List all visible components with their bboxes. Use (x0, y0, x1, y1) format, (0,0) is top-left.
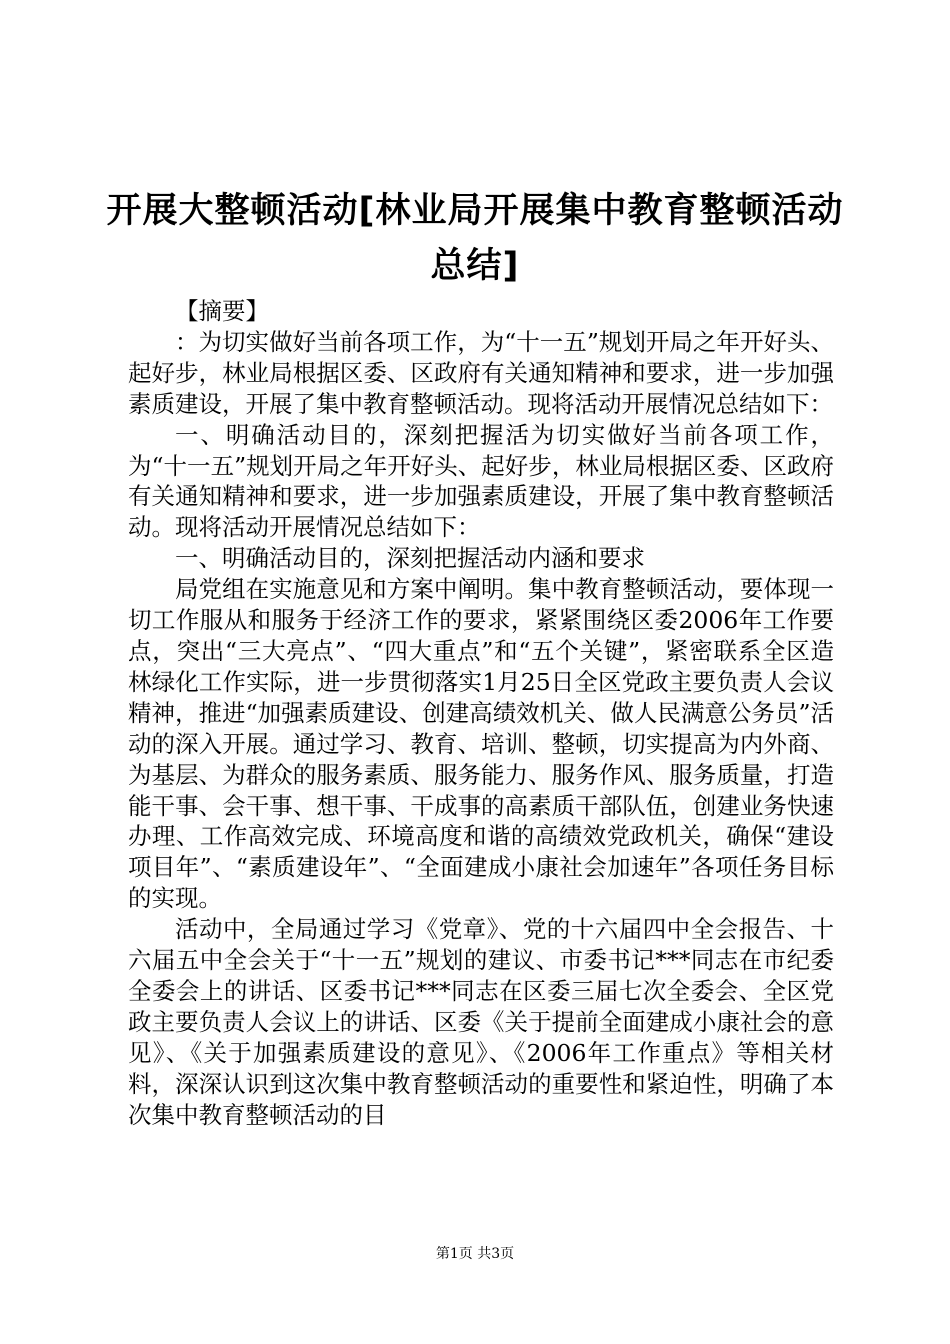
document-title: 开展大整顿活动[林业局开展集中教育整顿活动总结] (106, 191, 844, 286)
section-heading: 一、明确活动目的，深刻把握活动内涵和要求 (175, 544, 645, 573)
abstract-label: 【摘要】 (175, 297, 269, 325)
paragraph-2: 一、明确活动目的，深刻把握活为切实做好当前各项工作，为“十一五”规划开局之年开好头、起好步，林业局根据区委、区政府有关通知精神和要求，进一步加强素质建设，开展了集中教育整顿活动。现将活动开展情况总结如下： (128, 420, 834, 542)
page-footer: 第1页 共3页 (435, 1246, 515, 1262)
paragraph-1: ：为切实做好当前各项工作，为“十一五”规划开局之年开好头、起好步，林业局根据区委、区政府有关通知精神和要求，进一步加强素质建设，开展了集中教育整顿活动。现将活动开展情况总结如下： (128, 327, 834, 418)
paragraph-4: 活动中，全局通过学习《党章》、党的十六届四中全会报告、十六届五中全会关于“十一五”规划的建议、市委书记***同志在市纪委全委会上的讲话、区委书记***同志在区委三届七次全委会、全区党政主要负责人会议上的讲话、区委《关于提前全面建成小康社会的意见》、《关于加强素质建设的意见》、《2006年工作重点》等相关材料，深深认识到这次集中教育整顿活动的重要性和紧迫性，明确了本次集中教育整顿活动的目 (128, 915, 834, 1129)
paragraph-3: 局党组在实施意见和方案中阐明。集中教育整顿活动，要体现一切工作服从和服务于经济工作的要求，紧紧围绕区委2006年工作要点，突出“三大亮点”、“四大重点”和“五个关键”，紧密联系全区造林绿化工作实际，进一步贯彻落实1月25日全区党政主要负责人会议精神，推进“加强素质建设、创建高绩效机关、做人民满意公务员”活动的深入开展。通过学习、教育、培训、整顿，切实提高为内外商、为基层、为群众的服务素质、服务能力、服务作风、服务质量，打造能干事、会干事、想干事、干成事的高素质干部队伍，创建业务快速办理、工作高效完成、环境高度和谐的高绩效党政机关，确保“建设项目年”、“素质建设年”、“全面建成小康社会加速年”各项任务目标的实现。 (128, 575, 834, 913)
document-body (128, 296, 834, 1130)
